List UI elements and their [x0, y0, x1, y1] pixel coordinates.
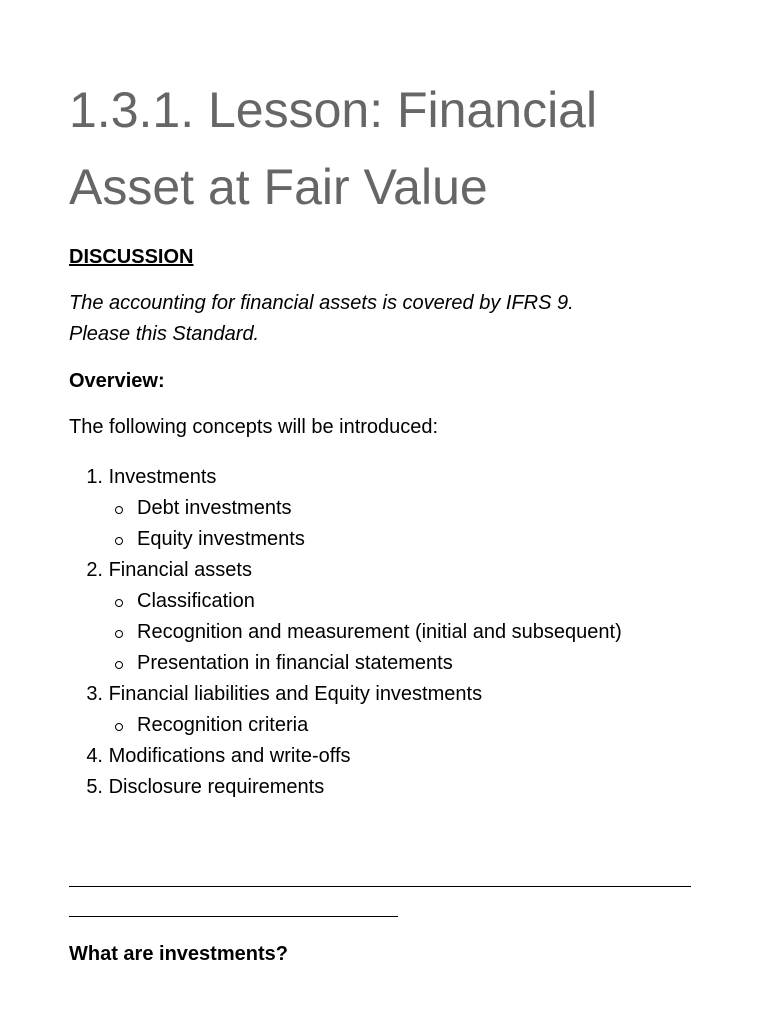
outline-subitem [69, 524, 719, 555]
outline-subitem-label: Debt investments [137, 497, 292, 519]
outline-item [69, 555, 719, 586]
outline-subitem [69, 586, 719, 617]
outline-number: 4. [86, 745, 103, 767]
outline-item [69, 679, 719, 710]
outline-number: 2. [86, 559, 103, 581]
circle-bullet-icon [115, 599, 123, 607]
outline-subitem-label: Classification [137, 590, 255, 612]
outline-subitem [69, 617, 719, 648]
outline-item [69, 772, 719, 803]
circle-bullet-icon [115, 506, 123, 514]
outline-label: Financial liabilities and Equity investments [108, 683, 483, 705]
outline-label: Investments [108, 466, 217, 488]
outline-subitem [69, 648, 719, 679]
section-heading-investments: What are investments? [69, 943, 288, 965]
outline-subitem-label: Recognition and measurement (initial and subsequent) [137, 621, 622, 643]
page-title: 1.3.1. Lesson: Financial Asset at Fair Value [69, 82, 598, 215]
intro-line-2: Please this Standard. [69, 323, 260, 345]
overview-heading: Overview: [69, 370, 165, 392]
outline-subitem [69, 493, 719, 524]
outline-number: 3. [86, 683, 103, 705]
circle-bullet-icon [115, 661, 123, 669]
outline-subitem [69, 710, 719, 741]
concepts-intro: The following concepts will be introduced: [69, 416, 439, 438]
outline-label: Disclosure requirements [108, 776, 325, 798]
circle-bullet-icon [115, 537, 123, 545]
outline-subitem-label: Recognition criteria [137, 714, 309, 736]
outline-subitem-label: Presentation in financial statements [137, 652, 453, 674]
concept-outline [69, 462, 719, 803]
outline-subitem-label: Equity investments [137, 528, 305, 550]
outline-label: Financial assets [108, 559, 252, 581]
outline-item [69, 462, 719, 493]
outline-item [69, 741, 719, 772]
divider-line-long [69, 886, 691, 887]
outline-number: 5. [86, 776, 103, 798]
discussion-heading: DISCUSSION [69, 246, 194, 268]
circle-bullet-icon [115, 630, 123, 638]
outline-number: 1. [86, 466, 103, 488]
divider-line-short [69, 916, 398, 917]
circle-bullet-icon [115, 723, 123, 731]
outline-label: Modifications and write-offs [108, 745, 351, 767]
intro-line-1: The accounting for financial assets is covered by IFRS 9. [69, 292, 574, 314]
